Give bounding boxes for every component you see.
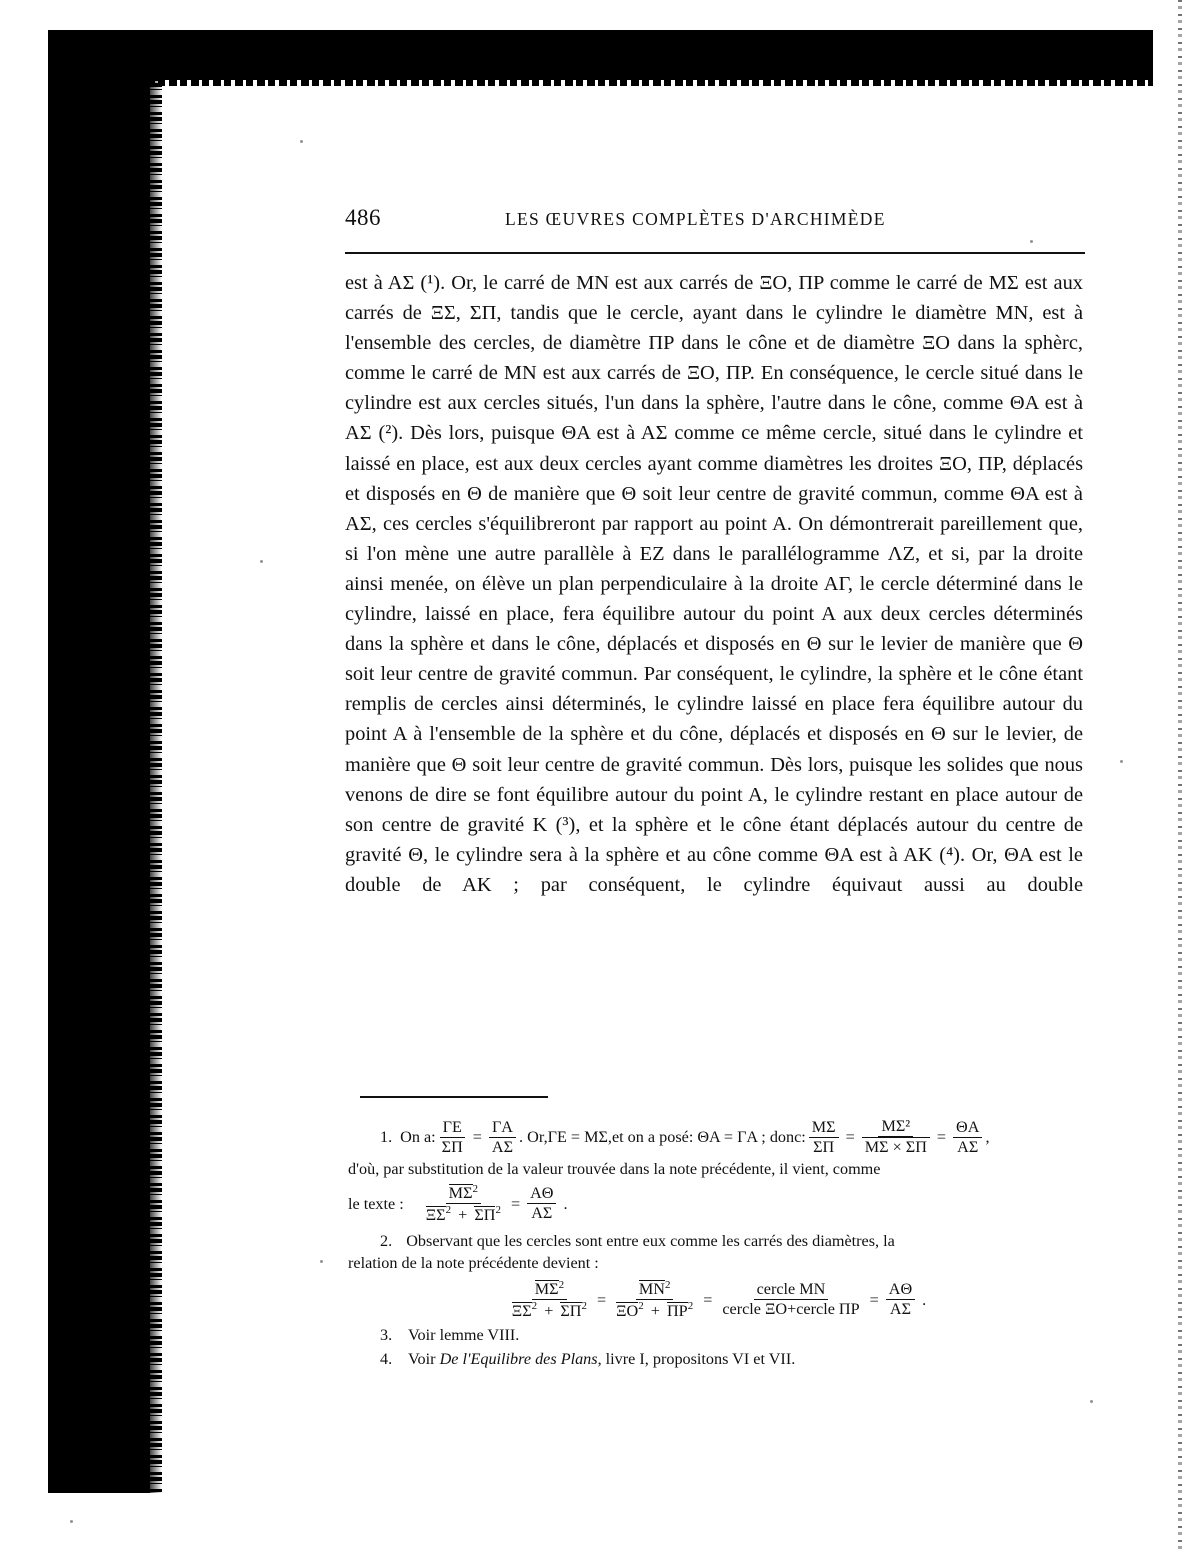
footnote-3-marker: 3. (380, 1325, 393, 1344)
equals-sign: = (936, 1127, 947, 1146)
fraction-denominator: AΣ (531, 1204, 553, 1223)
fraction-denominator (423, 1204, 504, 1223)
fraction-numerator: MΣ² (878, 1118, 913, 1137)
footnote-1-lead: On a: (400, 1127, 436, 1146)
footnote-3-text: Voir lemme VIII. (407, 1325, 520, 1344)
footnote-1-marker: 1. (380, 1127, 393, 1146)
exponent: 2 (531, 1300, 538, 1313)
fraction-denominator (509, 1300, 590, 1319)
footnote-2-marker: 2. (380, 1231, 393, 1250)
fraction-circles-ratio (719, 1281, 862, 1318)
fraction-m-sigma-sigma-pi (809, 1119, 839, 1156)
exponent: 2 (664, 1278, 671, 1291)
scan-speck (320, 1260, 323, 1263)
fraction-msigma-sq-over-sum (423, 1184, 504, 1224)
exponent: 2 (445, 1204, 452, 1217)
fraction-numerator: cercle MN (754, 1281, 829, 1300)
scan-speck (70, 1520, 73, 1523)
fraction-a-theta-a-sigma (527, 1185, 556, 1222)
circle-pi-p-term: cercle ΠP (796, 1300, 860, 1319)
overlined-term: MΣ (448, 1184, 473, 1203)
exponent: 2 (558, 1278, 565, 1291)
page-header (345, 205, 1085, 235)
header-rule (345, 252, 1085, 254)
overlined-term: MN (638, 1280, 665, 1299)
fraction-denominator: AΣ (957, 1137, 979, 1156)
plus-sign: + (458, 1205, 468, 1224)
exponent: 2 (472, 1183, 478, 1195)
scan-shadow-top (48, 30, 1153, 80)
fraction-denominator: ΣΠ (441, 1137, 463, 1156)
period: . (922, 1290, 927, 1309)
period: . (563, 1194, 568, 1213)
footnote-1-mid-text: . Or,ΓE = MΣ,et on a posé: ΘA = ΓA ; donc: (519, 1127, 806, 1146)
footnote-separator-rule (360, 1096, 548, 1098)
fraction-denominator: AΣ (491, 1137, 514, 1156)
overlined-term: ΞO (616, 1301, 639, 1320)
circle-xi-o-term: cercle ΞO (722, 1300, 788, 1319)
equals-sign: = (845, 1127, 855, 1146)
fraction-numerator: ΓE (440, 1119, 465, 1138)
equals-sign: = (510, 1194, 521, 1213)
footnote-2-formula (348, 1280, 1084, 1320)
scan-speck (1120, 760, 1123, 763)
fraction-denominator: AΣ (889, 1300, 912, 1319)
fraction-mn-sq-over-sum (613, 1280, 696, 1320)
body-text (345, 268, 1083, 930)
fraction-numerator (532, 1280, 567, 1300)
fraction-numerator: AΘ (527, 1185, 556, 1204)
equals-sign: = (703, 1290, 713, 1309)
scan-speck (1030, 240, 1033, 243)
fraction-msigma-sq-over-sum (509, 1280, 590, 1320)
fraction-numerator: MΣ (809, 1119, 839, 1138)
footnote-4-text-after: , livre I, propositons VI et VII. (597, 1349, 796, 1368)
footnotes-block (348, 1118, 1084, 1372)
footnote-4-text-before: Voir (407, 1349, 440, 1368)
footnote-2-text-line2: relation de la note précédente devient : (348, 1253, 599, 1272)
fraction-denominator (719, 1300, 862, 1318)
fraction-gamma-a-a-sigma (489, 1119, 516, 1156)
scan-speck (300, 140, 303, 143)
equals-sign: = (869, 1290, 879, 1309)
plus-sign: + (650, 1301, 660, 1320)
exponent: 2 (581, 1300, 587, 1313)
footnote-4-marker: 4. (380, 1349, 393, 1368)
overlined-term: ΠP (666, 1301, 688, 1320)
overlined-term: MΣ (534, 1280, 559, 1299)
footnote-4-work-title: De l'Equilibre des Plans (439, 1349, 598, 1368)
overlined-term: ΞΣ (425, 1205, 446, 1224)
plus-sign: + (544, 1301, 554, 1320)
overlined-term: ΣΠ (560, 1301, 582, 1320)
exponent: 2 (495, 1204, 501, 1217)
footnote-1-line2: d'où, par substitution de la valeur trouvée dans la note précédente, il vient, comme (348, 1160, 881, 1178)
scan-speck (260, 560, 263, 563)
scan-shadow-left-gutter (48, 78, 150, 1493)
fraction-numerator (636, 1280, 674, 1300)
fraction-numerator: AΘ (886, 1281, 915, 1300)
fraction-numerator: ΘA (953, 1119, 982, 1138)
fraction-a-theta-a-sigma (886, 1281, 915, 1318)
plus-sign: + (787, 1300, 797, 1319)
overlined-term: ΞΣ (511, 1301, 532, 1320)
equals-sign: = (597, 1290, 607, 1309)
fraction-denominator: ΣΠ (813, 1137, 835, 1156)
footnote-1 (348, 1118, 1084, 1224)
running-title: LES ŒUVRES COMPLÈTES D'ARCHIMÈDE (505, 209, 886, 229)
body-paragraph: est à AΣ (¹). Or, le carré de MN est aux carrés de ΞO, ΠP comme le carré de MΣ est aux carrés de ΞΣ, ΣΠ, tandis que le cercle, ayant dans le cylindre le diamètre MN, est à l'ensemble des cercles, de diamètre ΠP dans le cône et de diamètre ΞO dans la sphèrc, comme le carré de MN est aux carrés de ΞO, ΠP. En conséquence, le cercle situé dans le cylindre est aux cercles situés, l'un dans la sphère, l'autre dans le cône, comme ΘA est à AΣ (²). Dès lors, puisque ΘA est à AΣ comme ce même cercle, situé dans le cylindre et laissé en place, est aux deux cercles ayant comme diamètres les droites ΞO, ΠP, déplacés et disposés en Θ de manière que Θ soit leur centre de gravité commun, comme ΘA est à AΣ, ces cercles s'équilibreront par rapport au point A. On démontrerait pareillement que, si l'on mène une autre parallèle à EZ dans le parallélogramme ΛZ, et si, par la droite ainsi menée, on élève un plan perpendiculaire à la droite AΓ, le cercle déterminé dans le cylindre, laissé en place, fera équilibre autour du point A aux deux cercles déterminés dans la sphère et dans le cône, déplacés et disposés en Θ sur le levier de manière que Θ soit leur centre de gravité commun. Par conséquent, le cylindre, la sphère et le cône étant remplis de cercles ainsi déterminés, le cylindre laissé en place fera équilibre autour du point A à l'ensemble de la sphère et du cône, déplacés et disposés en Θ sur le levier, de manière que Θ soit leur centre de gravité commun. Dès lors, puisque les solides que nous venons de dire se font équilibre autour du point A, le cylindre restant en place autour de son centre de gravité K (³), et la sphère et le cône étant déplacés autour du centre de gravité Θ, le cylindre sera à la sphère et au cône comme ΘA est à AK (⁴). Or, ΘA est le double de AK ; par conséquent, le cylindre équivaut aussi au double (345, 272, 1083, 896)
footnote-1-comma: , (985, 1127, 990, 1146)
fraction-numerator: ΓA (489, 1119, 516, 1138)
footnote-1-formula-line (348, 1184, 1084, 1224)
fraction-gamma-e-sigma-pi (439, 1119, 466, 1156)
fraction-denominator (613, 1300, 696, 1319)
fraction-theta-a-a-sigma (953, 1119, 982, 1156)
footnote-3 (348, 1324, 1084, 1346)
exponent: 2 (687, 1300, 694, 1313)
scan-speck (1090, 1400, 1093, 1403)
footnote-2 (348, 1230, 1084, 1320)
overlined-term: ΣΠ (474, 1205, 496, 1224)
exponent: 2 (638, 1300, 644, 1313)
footnote-1-line3-lead: le texte : (348, 1194, 404, 1213)
footnote-4 (348, 1348, 1084, 1370)
scan-edge-right (1178, 0, 1182, 1552)
fraction-msigma-sq-over-product (862, 1118, 930, 1156)
fraction-denominator: MΣ × ΣΠ (862, 1137, 930, 1156)
fraction-numerator (446, 1184, 481, 1204)
equals-sign: = (472, 1127, 482, 1146)
footnote-2-text-line1: Observant que les cercles sont entre eux comme les carrés des diamètres, la (406, 1231, 895, 1250)
page-number: 486 (345, 205, 381, 230)
